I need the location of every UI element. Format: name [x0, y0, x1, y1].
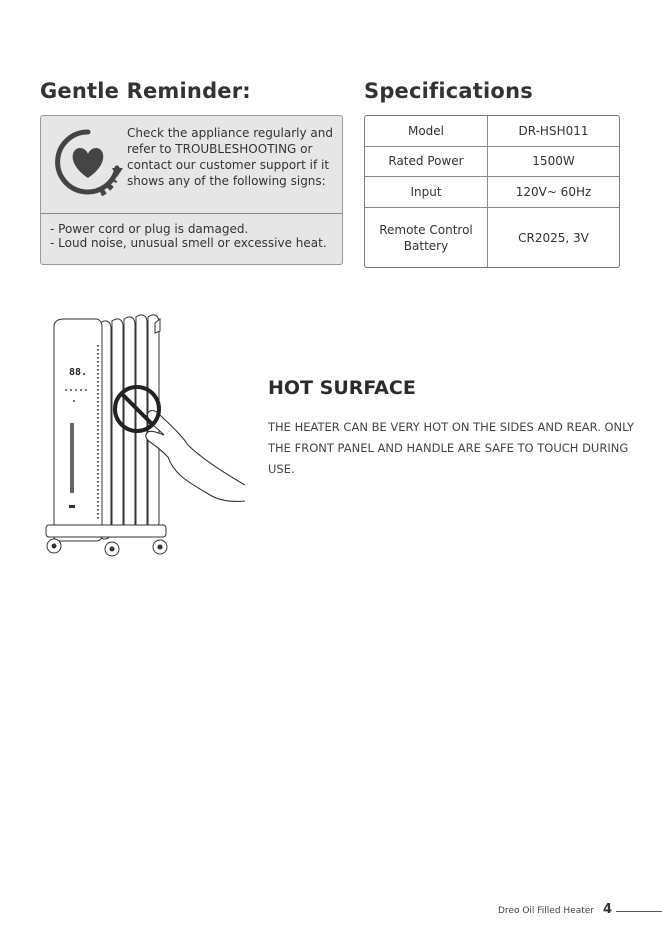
spec-label: Input [365, 177, 488, 208]
spec-label: Rated Power [365, 146, 488, 177]
list-item: - Loud noise, unusual smell or excessive heat. [50, 236, 327, 250]
spec-value: 120V~ 60Hz [488, 177, 620, 208]
footer-rule [616, 911, 662, 912]
specifications-table [364, 115, 620, 268]
hot-surface-warning: THE HEATER CAN BE VERY HOT ON THE SIDES AND REAR. ONLY THE FRONT PANEL AND HANDLE ARE SAFE TO TOUCH DURING USE. [268, 420, 635, 476]
page-number: 4 [603, 902, 613, 917]
reminder-divider [41, 213, 342, 214]
specifications-heading: Specifications [364, 79, 533, 103]
table-row [365, 177, 619, 208]
table-row [365, 208, 619, 267]
spec-value: 1500W [488, 146, 620, 177]
footer-label: Dreo Oil Filled Heater [498, 906, 595, 916]
reminder-text: Check the appliance regularly and refer to TROUBLESHOOTING or contact our customer support if it shows any of the following signs: [127, 126, 333, 188]
spec-label: Remote Control Battery [365, 208, 488, 267]
table-row [365, 146, 619, 177]
heater-illustration [40, 305, 245, 565]
spec-value: DR-HSH011 [488, 116, 620, 146]
spec-label: Model [365, 116, 488, 146]
reminder-heading: Gentle Reminder: [40, 79, 251, 103]
display-readout: 88. [69, 367, 88, 378]
hot-surface-heading: HOT SURFACE [268, 377, 416, 399]
table-row [365, 116, 619, 146]
list-item: - Power cord or plug is damaged. [50, 222, 249, 236]
heart-cycle-icon [49, 128, 127, 198]
spec-value: CR2025, 3V [488, 208, 620, 267]
reminder-box [40, 115, 343, 265]
reminder-list [50, 222, 327, 250]
